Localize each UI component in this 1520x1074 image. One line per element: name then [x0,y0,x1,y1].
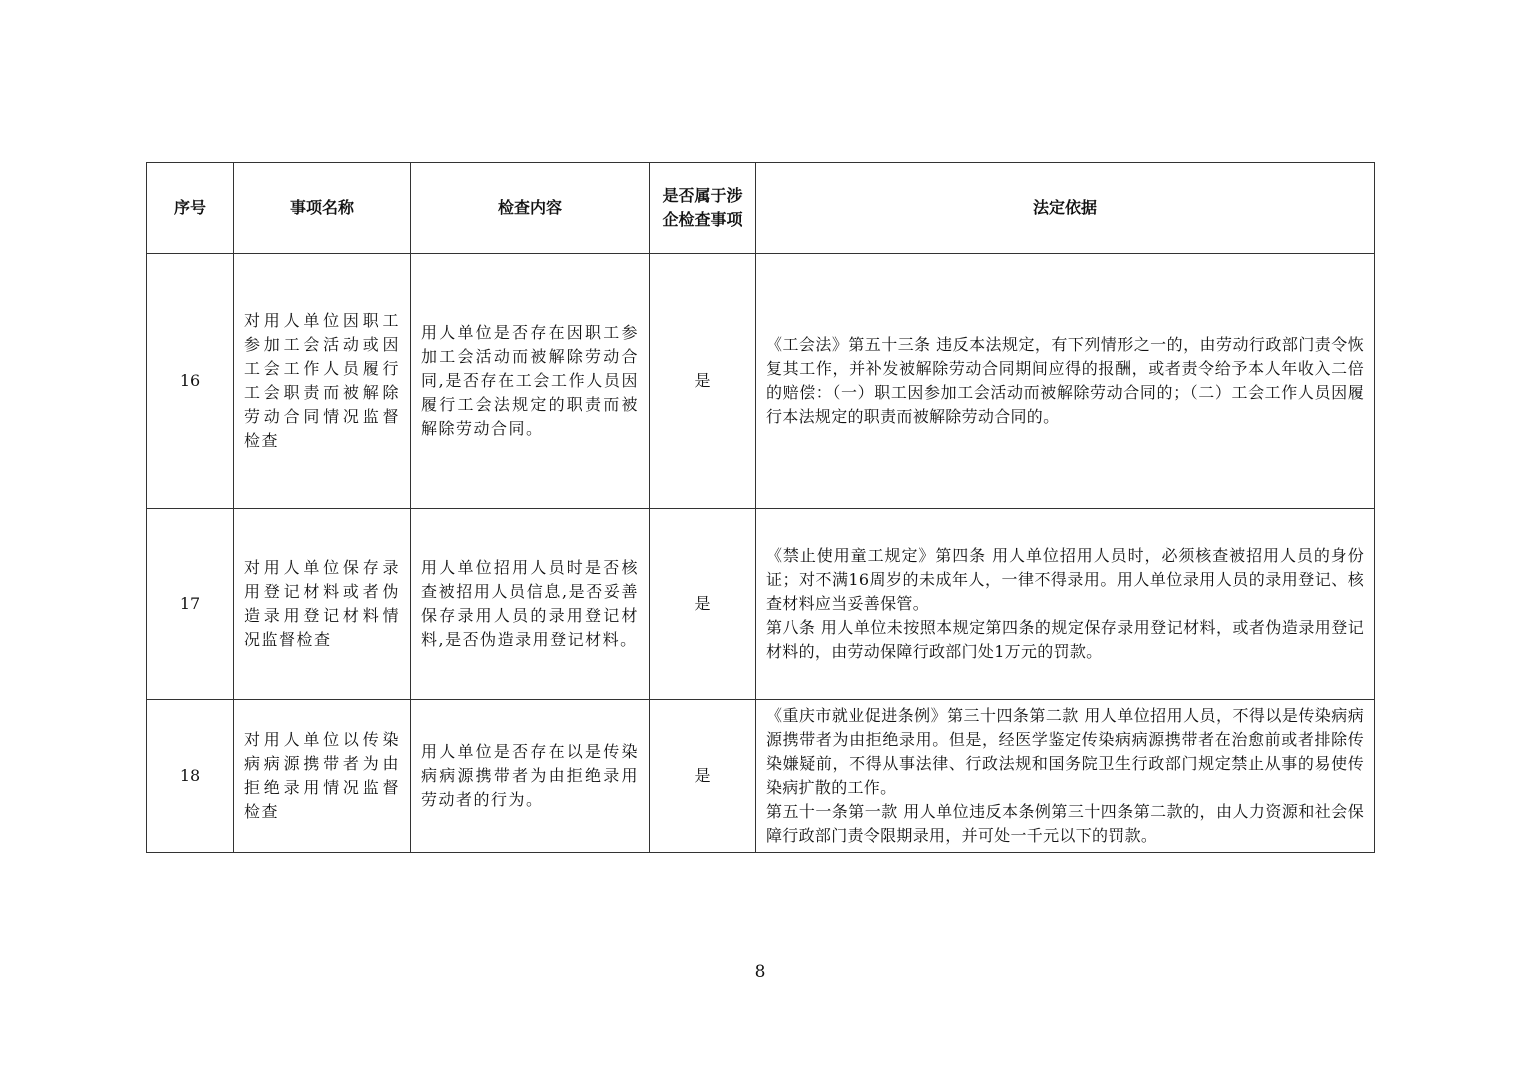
row-serial-number: 18 [147,700,234,853]
row-legal-basis [756,509,1375,700]
row-legal-basis [756,254,1375,509]
header-item-name: 事项名称 [234,163,411,254]
table-row [147,509,1375,700]
row-enterprise-flag: 是 [650,509,756,700]
header-serial-number: 序号 [147,163,234,254]
row-inspection-content: 用人单位是否存在因职工参加工会活动而被解除劳动合同,是否存在工会工作人员因履行工会法规定的职责而被解除劳动合同。 [411,254,650,509]
header-legal-basis: 法定依据 [756,163,1375,254]
row-enterprise-flag: 是 [650,700,756,853]
legal-basis-paragraph: 《重庆市就业促进条例》第三十四条第二款 用人单位招用人员，不得以是传染病病源携带者为由拒绝录用。但是，经医学鉴定传染病病源携带者在治愈前或者排除传染嫌疑前，不得从事法律、行政法规和国务院卫生行政部门规定禁止从事的易使传染病扩散的工作。 [766,706,1364,797]
row-serial-number: 17 [147,509,234,700]
row-legal-basis [756,700,1375,853]
legal-basis-paragraph: 《工会法》第五十三条 违反本法规定，有下列情形之一的，由劳动行政部门责令恢复其工作，并补发被解除劳动合同期间应得的报酬，或者责令给予本人年收入二倍的赔偿：（一）职工因参加工会活动而被解除劳动合同的；（二）工会工作人员因履行本法规定的职责而被解除劳动合同的。 [766,335,1364,426]
page-number: 8 [754,962,766,982]
legal-basis-paragraph: 第八条 用人单位未按照本规定第四条的规定保存录用登记材料，或者伪造录用登记材料的，由劳动保障行政部门处1万元的罚款。 [766,618,1364,661]
header-enterprise-related [650,163,756,254]
table-header-row [147,163,1375,254]
legal-basis-paragraph: 《禁止使用童工规定》第四条 用人单位招用人员时，必须核查被招用人员的身份证；对不满16周岁的未成年人，一律不得录用。用人单位录用人员的录用登记、核查材料应当妥善保管。 [766,546,1364,613]
row-item-name: 对用人单位以传染病病源携带者为由拒绝录用情况监督检查 [234,700,411,853]
table-row [147,700,1375,853]
row-item-name: 对用人单位保存录用登记材料或者伪造录用登记材料情况监督检查 [234,509,411,700]
header-enterprise-related-text: 是否属于涉企检查事项 [662,186,743,229]
inspection-items-table [146,162,1375,853]
row-inspection-content: 用人单位招用人员时是否核查被招用人员信息,是否妥善保存录用人员的录用登记材料,是否伪造录用登记材料。 [411,509,650,700]
row-enterprise-flag: 是 [650,254,756,509]
table-row [147,254,1375,509]
header-inspection-content: 检查内容 [411,163,650,254]
row-serial-number: 16 [147,254,234,509]
row-item-name: 对用人单位因职工参加工会活动或因工会工作人员履行工会职责而被解除劳动合同情况监督检查 [234,254,411,509]
row-inspection-content: 用人单位是否存在以是传染病病源携带者为由拒绝录用劳动者的行为。 [411,700,650,853]
legal-basis-paragraph: 第五十一条第一款 用人单位违反本条例第三十四条第二款的，由人力资源和社会保障行政部门责令限期录用，并可处一千元以下的罚款。 [766,802,1364,845]
